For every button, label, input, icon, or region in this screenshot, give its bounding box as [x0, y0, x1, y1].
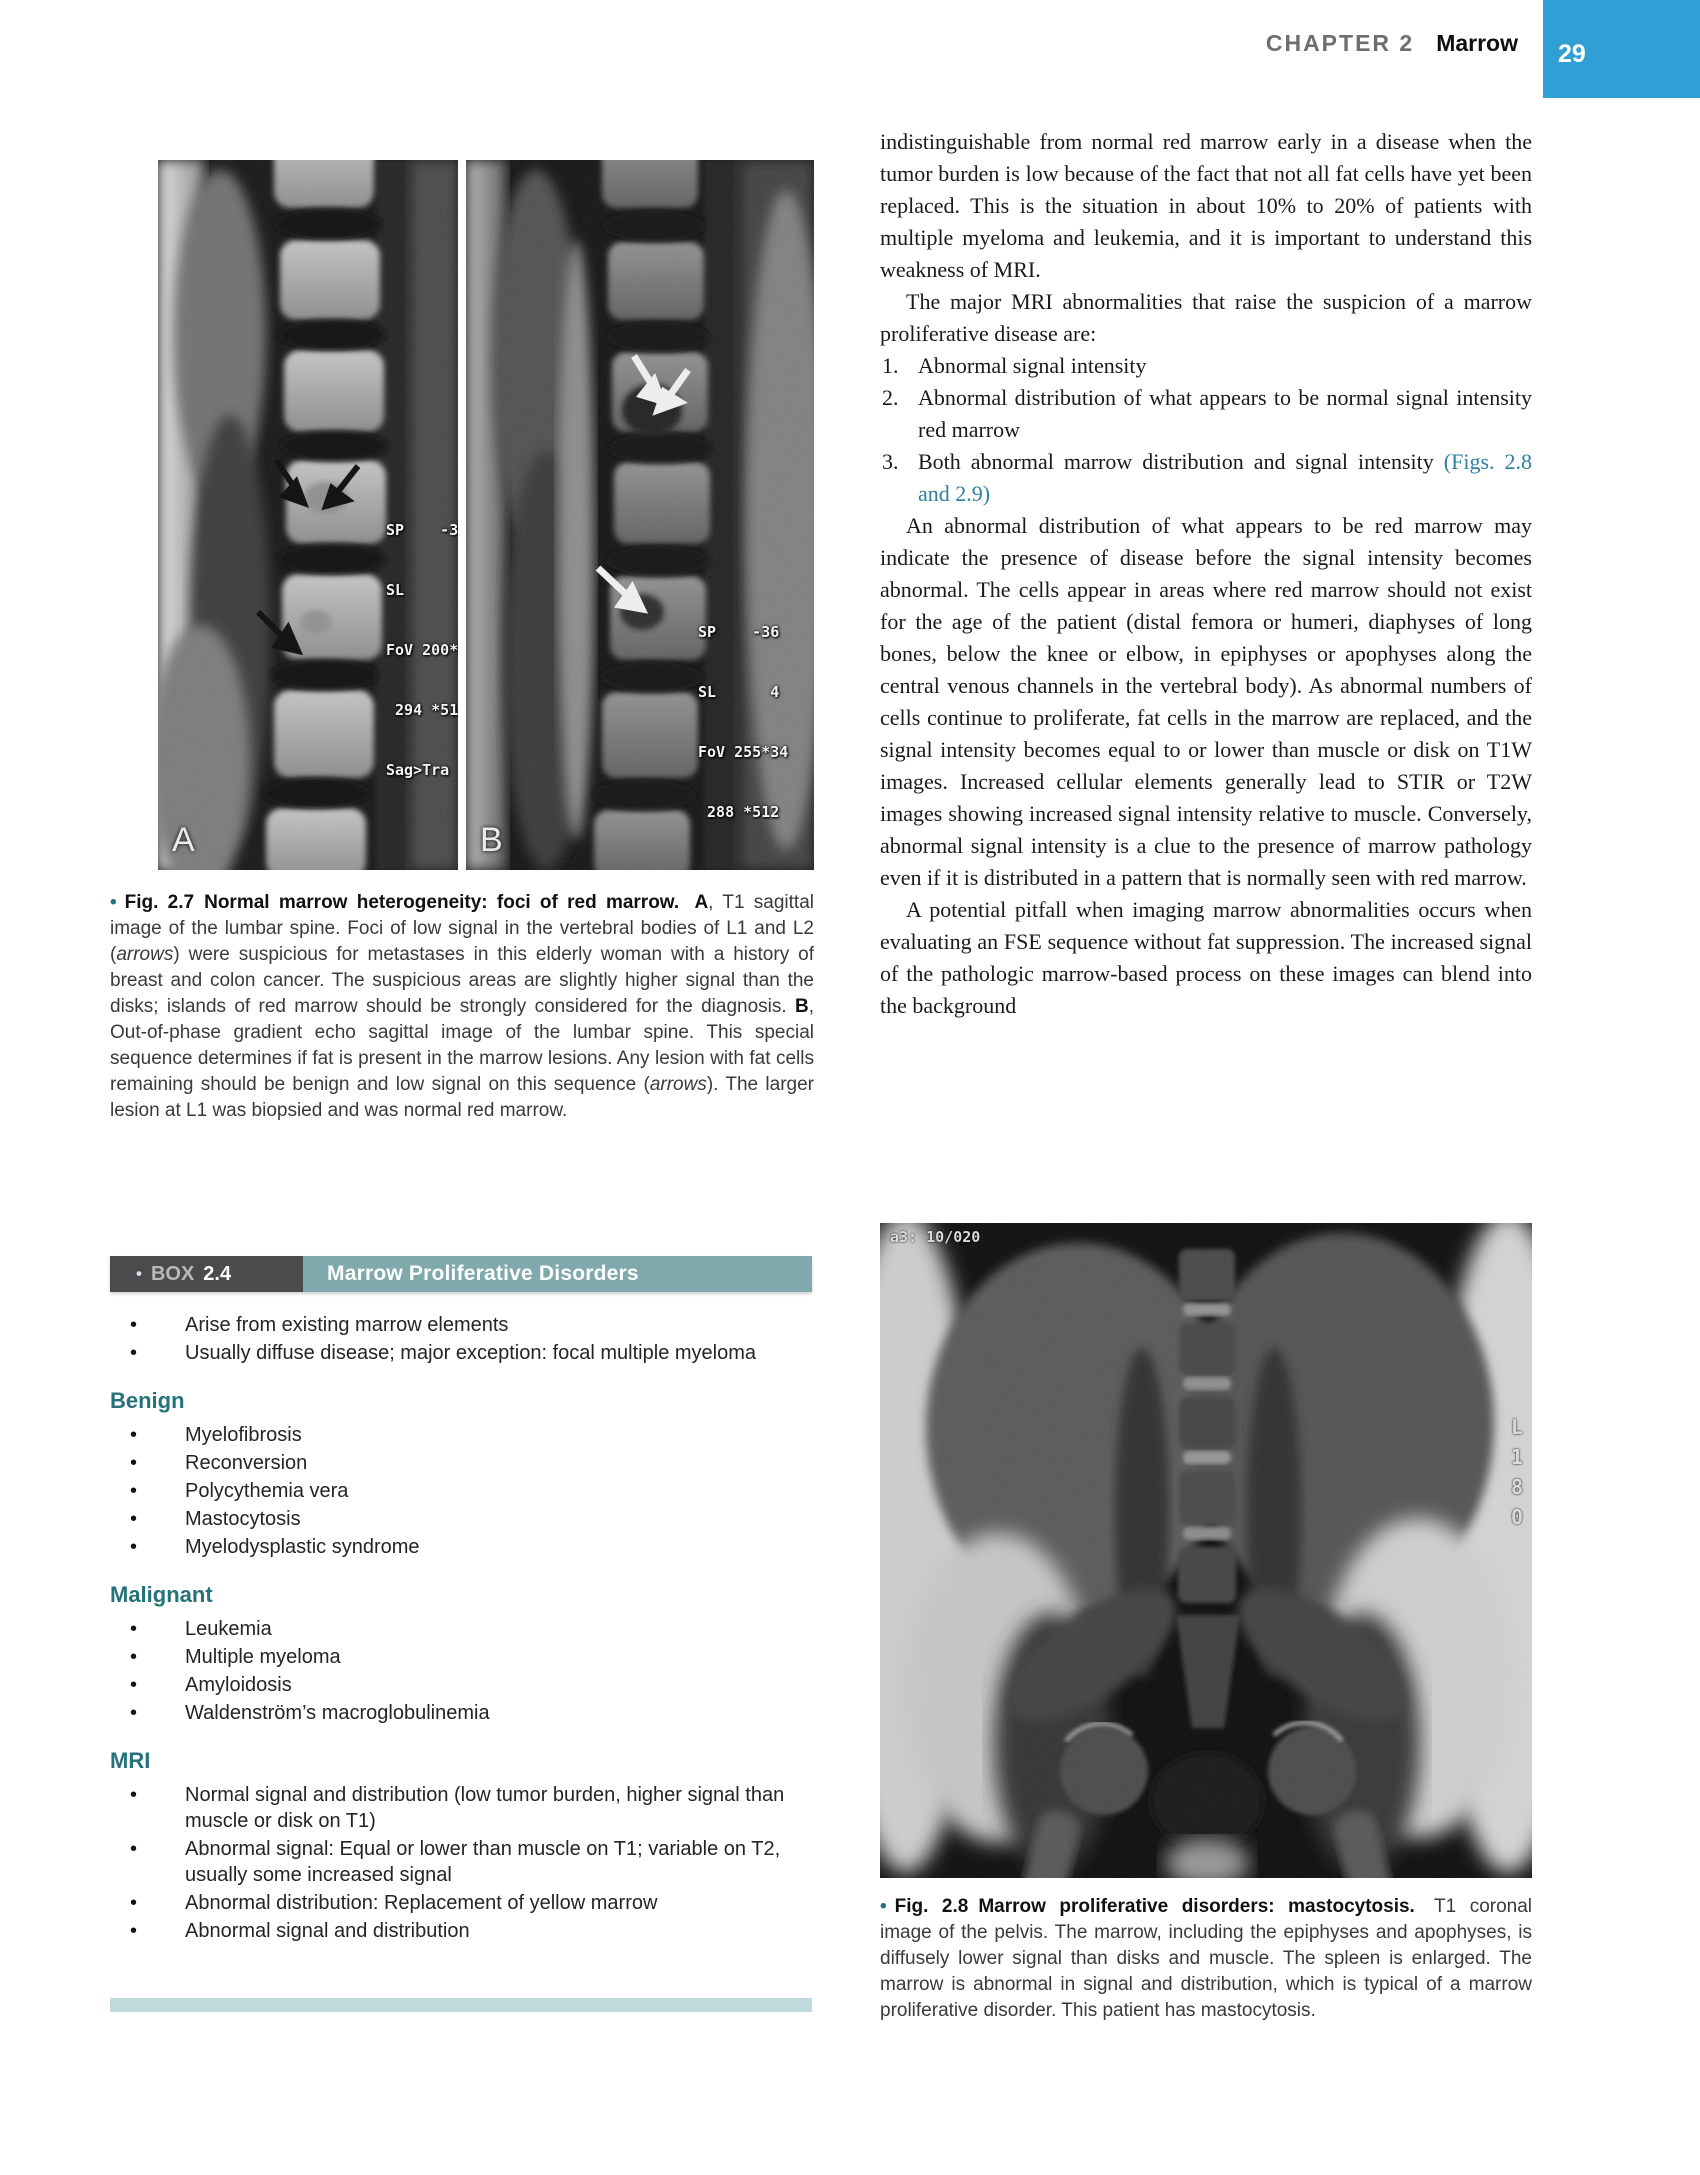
list-item	[110, 1422, 812, 1448]
mri-b-overlay-text	[698, 582, 788, 862]
box-mri-list	[110, 1782, 812, 1944]
mri-image-a	[158, 160, 458, 870]
figure-2-7-panels	[158, 160, 814, 870]
list-text: Leukemia	[185, 1618, 272, 1640]
caption-text: ). The larger lesion at L1 was biopsied and was normal red marrow.	[110, 1074, 814, 1121]
list-text: Abnormal distribution: Replacement of yellow marrow	[185, 1892, 658, 1914]
mri-pelvis-graphic	[880, 1223, 1532, 1878]
list-text: Multiple myeloma	[185, 1646, 341, 1668]
body-paragraph: An abnormal distribution of what appears to be red marrow may indicate the presence of disease before the signal intensity becomes abnormal. The cells appear in areas where red marrow should not exist for the age of the patient (distal femora or humeri, diaphyses of long bones, below the knee or elbow, in epiphyses or apophyses along the central venous channels in the vertebral body). As abnormal numbers of cells continue to proliferate, fat cells in the marrow are replaced, and the signal intensity becomes equal to or lower than muscle or disk on T1W images. Increased cellular elements generally lead to STIR or T2W images showing increased signal intensity relative to muscle. Conversely, abnormal signal intensity is a clue to the presence of marrow pathology even if it is distributed in a pattern that is normally seen with red marrow.	[880, 513, 1532, 890]
list-item	[110, 1890, 812, 1916]
bullet-icon: •	[130, 1314, 138, 1336]
list-text: Abnormal signal and distribution	[185, 1920, 470, 1942]
side-marker-char: 8	[1510, 1475, 1523, 1499]
figure-2-7	[110, 160, 814, 1124]
article-column	[880, 126, 1532, 1022]
overlay-line: SL	[386, 581, 405, 599]
list-text: Arise from existing marrow elements	[185, 1314, 509, 1336]
caption-panel-a-ref: A	[694, 892, 709, 913]
list-text: Abnormal signal: Equal or lower than muscle on T1; variable on T2, usually some increased signal	[185, 1838, 781, 1886]
figure-2-8-title: Marrow proliferative disorders: mastocytosis.	[978, 1896, 1415, 1917]
box-intro-list	[110, 1312, 812, 1366]
list-item	[110, 1478, 812, 1504]
numbered-list-item	[880, 350, 1532, 382]
list-item	[110, 1918, 812, 1944]
side-marker-char: L	[1510, 1415, 1523, 1439]
box-2-4-title: Marrow Proliferative Disorders	[303, 1256, 812, 1292]
box-section-heading-malignant: Malignant	[110, 1582, 213, 1607]
list-item	[110, 1450, 812, 1476]
caption-panel-b-ref: B	[794, 996, 809, 1017]
caption-text: ) were suspicious for metastases in this elderly woman with a history of breast and colon cancer. The suspicious areas are slightly higher signal than the disks; islands of red marrow should be strongly considered for the diagnosis.	[110, 944, 814, 1017]
box-2-4-header	[110, 1256, 812, 1292]
bullet-icon: •	[130, 1342, 138, 1364]
box-bullet-icon: •	[136, 1264, 142, 1283]
list-item	[110, 1700, 812, 1726]
list-text: Amyloidosis	[185, 1674, 292, 1696]
side-marker-char: 0	[1510, 1505, 1523, 1529]
box-section-heading-benign: Benign	[110, 1388, 185, 1413]
list-text: Reconversion	[185, 1452, 308, 1474]
page-number-box	[1543, 0, 1700, 98]
bullet-icon: •	[130, 1452, 138, 1474]
overlay-line: 294 *51	[386, 701, 458, 719]
caption-bullet-icon: •	[880, 1896, 887, 1917]
bullet-icon: •	[130, 1424, 138, 1446]
numbered-list-item	[880, 446, 1532, 510]
box-2-4-body	[110, 1292, 812, 1944]
list-item	[110, 1672, 812, 1698]
overlay-line: Sag>Tra	[386, 761, 450, 779]
list-text: Myelodysplastic syndrome	[185, 1536, 420, 1558]
list-item	[110, 1340, 812, 1366]
list-text: Mastocytosis	[185, 1508, 301, 1530]
mri-a-overlay-text	[386, 480, 458, 820]
box-benign-list	[110, 1422, 812, 1560]
box-2-4	[110, 1256, 812, 1946]
figure-2-8-label: Fig. 2.8	[894, 1896, 969, 1917]
list-item	[110, 1782, 812, 1834]
box-malignant-list	[110, 1616, 812, 1726]
running-header	[1266, 30, 1518, 57]
mri-image-b	[466, 160, 814, 870]
page-number: 29	[1558, 40, 1586, 68]
mri-image-pelvis	[880, 1223, 1532, 1878]
list-number: 3.	[882, 449, 899, 474]
list-text: Both abnormal marrow distribution and signal intensity	[918, 449, 1444, 474]
box-number: 2.4	[203, 1262, 232, 1285]
figure-2-7-caption	[110, 890, 814, 1124]
box-2-4-footer-bar	[110, 1998, 812, 2012]
overlay-line: SP -36	[698, 623, 780, 641]
bullet-icon: •	[130, 1702, 138, 1724]
bullet-icon: •	[130, 1536, 138, 1558]
box-2-4-label	[110, 1256, 303, 1292]
bullet-icon: •	[130, 1892, 138, 1914]
numbered-list-item	[880, 382, 1532, 446]
mri-pelvis-overlay-text: a3: 10/020	[890, 1228, 981, 1246]
caption-text: , Out-of-phase gradient echo sagittal image of the lumbar spine. This special sequence determines if fat is present in the marrow lesions. Any lesion with fat cells remaining should be benign and low signal on this sequence (	[110, 996, 814, 1095]
list-item	[110, 1534, 812, 1560]
body-paragraph: indistinguishable from normal red marrow early in a disease when the tumor burden is low because of the fact that not all fat cells have yet been replaced. This is the situation in about 10% to 20% of patients with multiple myeloma and leukemia, and it is important to understand this weakness of MRI.	[880, 129, 1532, 282]
list-item	[110, 1644, 812, 1670]
bullet-icon: •	[130, 1920, 138, 1942]
caption-text: T1 coronal image of the pelvis. The marrow, including the epiphyses and apophyses, is diffusely lower signal than disks and muscle. The spleen is enlarged. The marrow is abnormal in signal and distribution, which is typical of a marrow proliferative disorder. This patient has mastocytosis.	[880, 1896, 1533, 2021]
list-number: 1.	[882, 353, 899, 378]
figure-cross-reference-link[interactable]: (Figs. 2.8 and 2.9)	[918, 449, 1532, 506]
chapter-title: Marrow	[1436, 30, 1518, 56]
overlay-line: FoV 255*34	[698, 743, 789, 761]
bullet-icon: •	[130, 1646, 138, 1668]
bullet-icon: •	[130, 1838, 138, 1860]
list-item	[110, 1312, 812, 1338]
figure-2-7-title: Normal marrow heterogeneity: foci of red marrow.	[204, 892, 680, 913]
overlay-line: FoV 200*	[386, 641, 458, 659]
figure-2-8	[880, 1223, 1532, 2024]
bullet-icon: •	[130, 1784, 138, 1806]
box-section-heading-mri: MRI	[110, 1748, 151, 1773]
list-text: Abnormal distribution of what appears to be normal signal intensity red marrow	[918, 385, 1532, 442]
bullet-icon: •	[130, 1618, 138, 1640]
figure-2-7-label: Fig. 2.7	[124, 892, 195, 913]
caption-bullet-icon: •	[110, 892, 117, 913]
chapter-label: CHAPTER 2	[1265, 30, 1415, 56]
figure-2-8-caption	[880, 1894, 1532, 2024]
bullet-icon: •	[130, 1674, 138, 1696]
panel-label-a: A	[172, 821, 195, 859]
list-item	[110, 1616, 812, 1642]
caption-italic-arrows: arrows	[116, 944, 174, 965]
list-text: Abnormal signal intensity	[918, 353, 1147, 378]
overlay-line: SL 4	[698, 683, 780, 701]
overlay-line: 288 *512	[698, 803, 780, 821]
list-text: Usually diffuse disease; major exception: focal multiple myeloma	[185, 1342, 757, 1364]
list-text: Waldenström’s macroglobulinemia	[185, 1702, 490, 1724]
body-paragraph: A potential pitfall when imaging marrow abnormalities occurs when evaluating an FSE sequence without fat suppression. The increased signal of the pathologic marrow-based process on these images can blend into the background	[880, 897, 1532, 1018]
bullet-icon: •	[130, 1508, 138, 1530]
caption-text: , T1 sagittal image of the lumbar spine. Foci of low signal in the vertebral bodies of L1 and L2 (	[110, 892, 815, 965]
list-number: 2.	[882, 385, 899, 410]
mri-pelvis-side-marker	[1511, 1415, 1523, 1529]
panel-label-b: B	[480, 821, 503, 859]
list-text: Myelofibrosis	[185, 1424, 302, 1446]
bullet-icon: •	[130, 1480, 138, 1502]
overlay-line: SP -3	[386, 521, 458, 539]
list-item	[110, 1506, 812, 1532]
box-word: BOX	[150, 1262, 195, 1285]
list-text: Normal signal and distribution (low tumor burden, higher signal than muscle or disk on T1)	[185, 1784, 785, 1832]
list-item	[110, 1836, 812, 1888]
caption-italic-arrows: arrows	[649, 1074, 707, 1095]
side-marker-char: 1	[1510, 1445, 1523, 1469]
body-paragraph: The major MRI abnormalities that raise the suspicion of a marrow proliferative disease are:	[880, 289, 1532, 346]
list-text: Polycythemia vera	[185, 1480, 349, 1502]
